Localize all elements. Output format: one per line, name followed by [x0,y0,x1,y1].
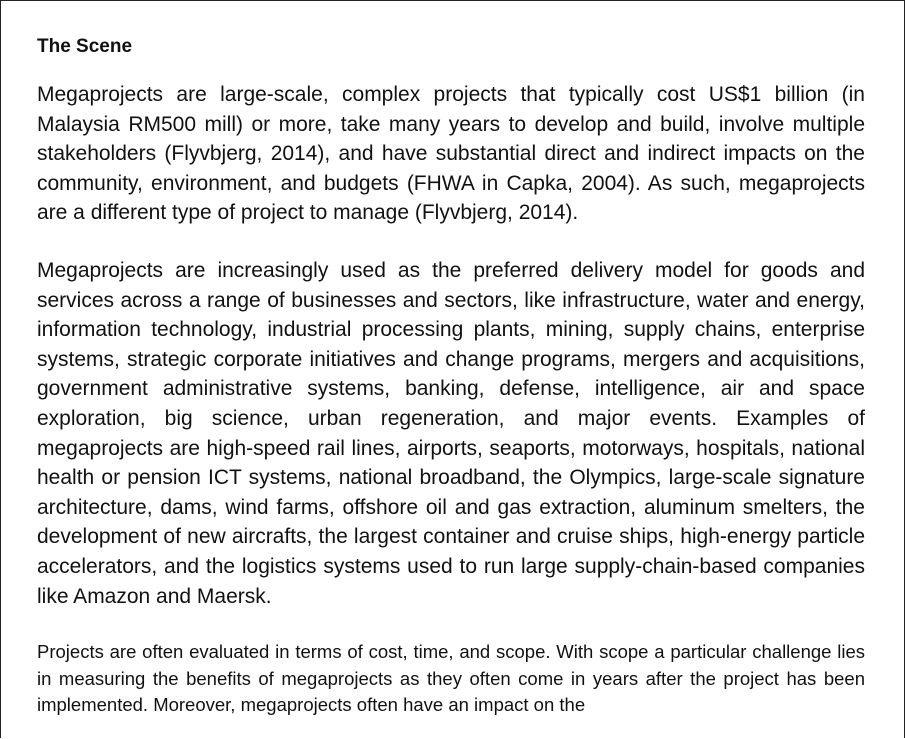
paragraph-project-evaluation: Projects are often evaluated in terms of cost, time, and scope. With scope a particular challenge lies in measuring the benefits of megaprojects as they often come in years after the project has been implemented. Moreover, megaprojects often have an impact on the [37,641,865,716]
paragraph-megaprojects-definition: Megaprojects are large-scale, complex projects that typically cost US$1 billion (in Malaysia RM500 mill) or more, take many years to develop and build, involve multiple stakeholders (Flyvbjerg, 2014), and have substantial direct and indirect impacts on the community, environment, and budgets (FHWA in Capka, 2004). As such, megaprojects are a different type of project to manage (Flyvbjerg, 2014). [37,83,865,225]
section-title: The Scene [37,36,133,57]
document-content [37,33,865,719]
paragraph-megaprojects-examples: Megaprojects are increasingly used as the preferred delivery model for goods and services across a range of businesses and sectors, like infrastructure, water and energy, information technology, industrial processing plants, mining, supply chains, enterprise systems, strategic corporate initiatives and change programs, mergers and acquisitions, government administrative systems, banking, defense, intelligence, air and space exploration, big science, urban regeneration, and major events. Examples of megaprojects are high-speed rail lines, airports, seaports, motorways, hospitals, national health or pension ICT systems, national broadband, the Olympics, large-scale signature architecture, dams, wind farms, offshore oil and gas extraction, aluminum smelters, the development of new aircrafts, the largest container and cruise ships, high-energy particle accelerators, and the logistics systems used to run large supply-chain-based companies like Amazon and Maersk. [37,258,865,608]
